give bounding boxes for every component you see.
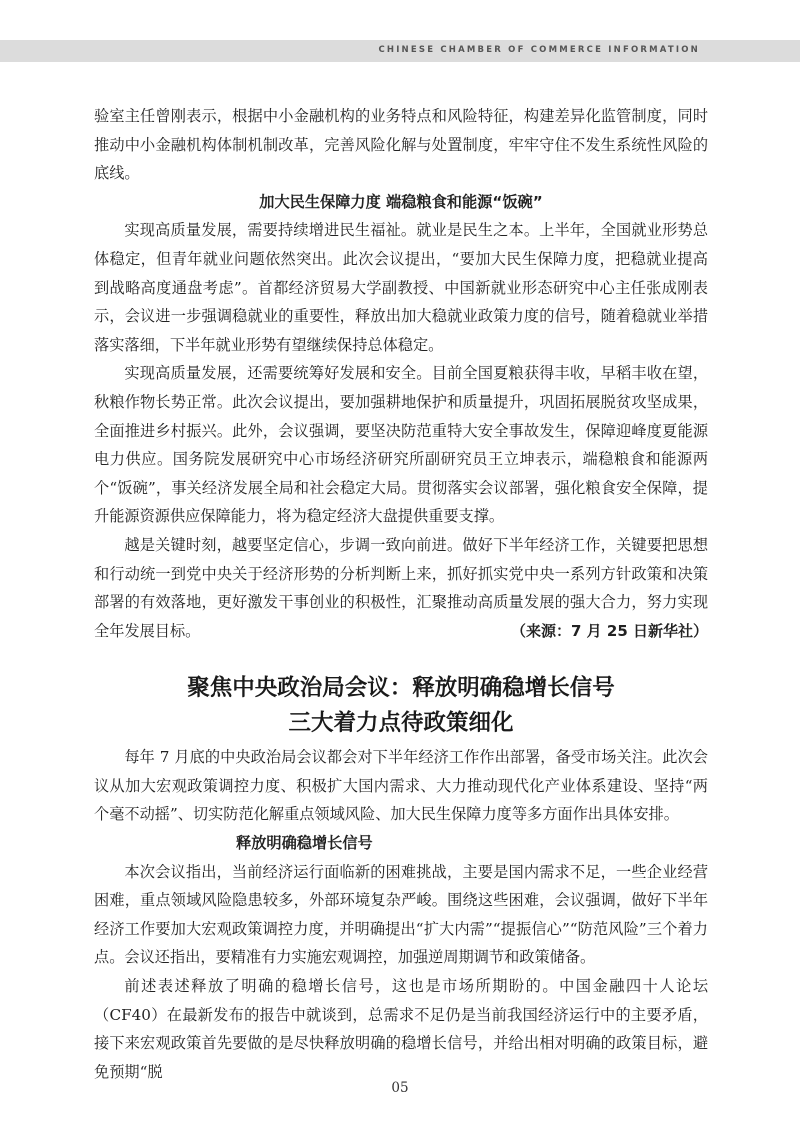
publication-header: CHINESE CHAMBER OF COMMERCE INFORMATION bbox=[378, 45, 700, 55]
paragraph-conclusion bbox=[94, 531, 708, 645]
source-citation: （来源：7 月 25 日新华社） bbox=[511, 621, 708, 640]
page-number: 05 bbox=[391, 1080, 409, 1096]
paragraph-challenges: 本次会议指出，当前经济运行面临新的困难挑战，主要是国内需求不足，一些企业经营困难，重点领域风险隐患较多，外部环境复杂严峻。围绕这些困难，会议强调，做好下半年经济工作要加大宏观政策调控力度，并明确提出“扩大内需”“提振信心”“防范风险”三个着力点。会议还指出，要精准有力实施宏观调控，加强逆周期调节和政策储备。 bbox=[94, 862, 708, 967]
paragraph-conclusion-text: 越是关键时刻，越要坚定信心，步调一致向前进。做好下半年经济工作，关键要把思想和行动统一到党中央关于经济形势的分析判断上来，抓好抓实党中央一系列方针政策和决策部署的有效落地，更好激发干事创业的积极性，汇聚推动高质量发展的强大合力，努力实现全年发展目标。 bbox=[94, 535, 708, 640]
article-title bbox=[94, 671, 708, 741]
page-content bbox=[94, 102, 708, 1086]
paragraph-signal: 前述表述释放了明确的稳增长信号，这也是市场所期盼的。中国金融四十人论坛（CF40）在最新发布的报告中就谈到，总需求不足仍是当前我国经济运行中的主要矛盾，接下来宏观政策首先要做的是尽快释放明确的稳增长信号，并给出相对明确的政策目标，避免预期“脱 bbox=[94, 977, 708, 1081]
article-title-line2: 三大着力点待政策细化 bbox=[288, 710, 514, 737]
subheading-livelihood: 加大民生保障力度 端稳粮食和能源“饭碗” bbox=[259, 192, 543, 211]
paragraph-employment: 实现高质量发展，需要持续增进民生福祉。就业是民生之本。上半年，全国就业形势总体稳定，但青年就业问题依然突出。此次会议提出，“要加大民生保障力度，把稳就业提高到战略高度通盘考虑”。首都经济贸易大学副教授、中国新就业形态研究中心主任张成刚表示，会议进一步强调稳就业的重要性，释放出加大稳就业政策力度的信号，随着稳就业举措落实落细，下半年就业形势有望继续保持总体稳定。 bbox=[94, 221, 708, 354]
continued-paragraph: 验室主任曾刚表示，根据中小金融机构的业务特点和风险特征，构建差异化监管制度，同时推动中小金融机构体制机制改革，完善风险化解与处置制度，牢牢守住不发生系统性风险的底线。 bbox=[94, 107, 708, 183]
article-title-line1: 聚焦中央政治局会议：释放明确稳增长信号 bbox=[187, 675, 615, 702]
subheading-growth-signal: 释放明确稳增长信号 bbox=[236, 834, 373, 853]
paragraph-food-energy: 实现高质量发展，还需要统筹好发展和安全。目前全国夏粮获得丰收，早稻丰收在望，秋粮作物长势正常。此次会议提出，要加强耕地保护和质量提升，巩固拓展脱贫攻坚成果，全面推进乡村振兴。此外，会议强调，要坚决防范重特大安全事故发生，保障迎峰度夏能源电力供应。国务院发展研究中心市场经济研究所副研究员王立坤表示，端稳粮食和能源两个“饭碗”，事关经济发展全局和社会稳定大局。贯彻落实会议部署，强化粮食安全保障，提升能源资源供应保障能力，将为稳定经济大盘提供重要支撑。 bbox=[94, 364, 708, 526]
paragraph-intro: 每年 7 月底的中央政治局会议都会对下半年经济工作作出部署，备受市场关注。此次会议从加大宏观政策调控力度、积极扩大国内需求、大力推动现代化产业体系建设、坚持“两个毫不动摇”、切实防范化解重点领域风险、加大民生保障力度等多方面作出具体安排。 bbox=[94, 748, 708, 824]
